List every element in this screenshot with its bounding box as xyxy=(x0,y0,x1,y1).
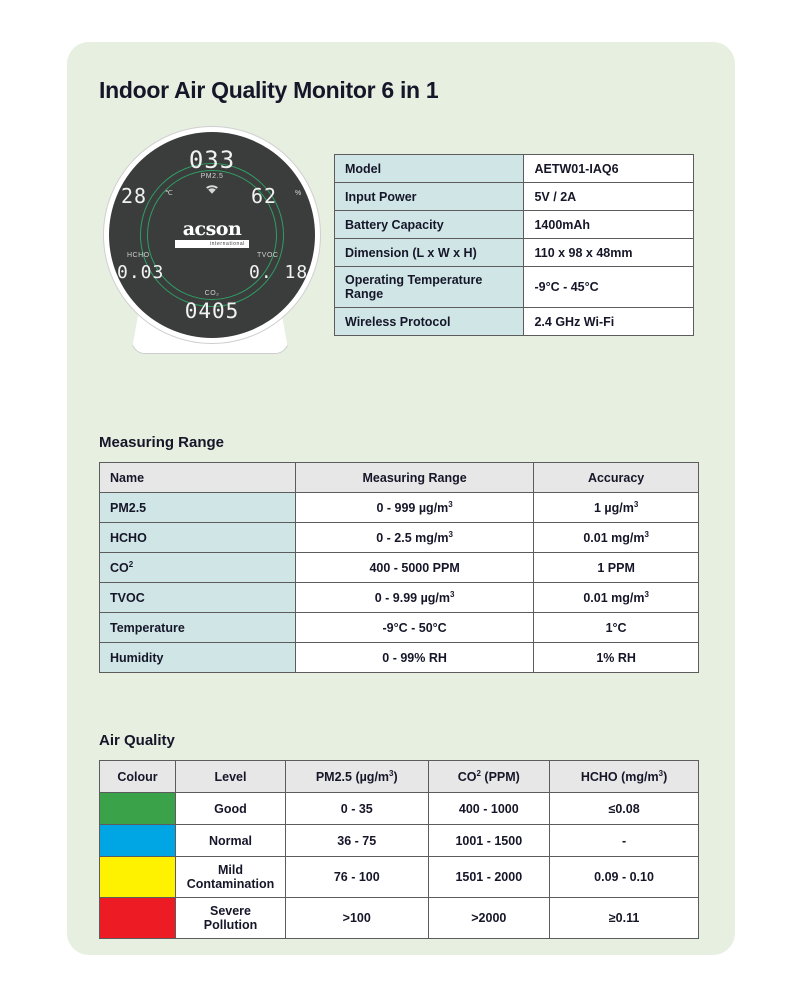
pm25-reading: 033 xyxy=(188,146,236,174)
table-row xyxy=(335,308,694,336)
spec-key: Wireless Protocol xyxy=(335,308,524,336)
colour-swatch xyxy=(100,825,175,856)
colour-swatch-cell xyxy=(100,898,176,939)
cell-co2: 1501 - 2000 xyxy=(428,857,550,898)
table-header-row xyxy=(100,463,699,493)
cell-co2: 400 - 1000 xyxy=(428,793,550,825)
colour-swatch xyxy=(100,857,175,897)
acson-logo-text: acson xyxy=(182,218,242,240)
cell-hcho: 0.09 - 0.10 xyxy=(550,857,699,898)
cell-name: Humidity xyxy=(100,643,296,673)
table-row xyxy=(100,493,699,523)
colour-swatch xyxy=(100,898,175,938)
co2-reading: 0405 xyxy=(184,299,240,323)
table-header-row xyxy=(100,761,699,793)
spec-key: Model xyxy=(335,155,524,183)
wifi-icon xyxy=(205,182,219,193)
table-row xyxy=(100,857,699,898)
cell-range: 0 - 999 $\mu g/m^3$ xyxy=(296,493,534,523)
cell-hcho: ≤0.08 xyxy=(550,793,699,825)
page-title: Indoor Air Quality Monitor 6 in 1 xyxy=(99,77,439,103)
colour-swatch-cell xyxy=(100,825,176,857)
humidity-unit: % xyxy=(295,190,302,197)
cell-co2: 1001 - 1500 xyxy=(428,825,550,857)
product-spec-card xyxy=(67,42,735,955)
cell-pm25: 76 - 100 xyxy=(286,857,429,898)
specification-table xyxy=(334,154,694,336)
cell-accuracy: 1 $\mu g/m^3$ xyxy=(534,493,699,523)
cell-level: Normal xyxy=(176,825,286,857)
column-header: $CO^2$ (PPM) xyxy=(428,761,550,793)
air-quality-head xyxy=(100,761,699,793)
spec-key: Input Power xyxy=(335,183,524,211)
table-row xyxy=(100,825,699,857)
spec-value: -9°C - 45°C xyxy=(524,267,694,308)
cell-name: PM2.5 xyxy=(100,493,296,523)
temperature-reading: 28 xyxy=(121,184,148,208)
hcho-reading-label: HCHO xyxy=(127,252,150,259)
spec-value: 5V / 2A xyxy=(524,183,694,211)
cell-accuracy: 0.01 $mg/m^3$ xyxy=(534,583,699,613)
temperature-unit: ℃ xyxy=(165,190,173,197)
column-header: Accuracy xyxy=(534,463,699,493)
table-row xyxy=(100,793,699,825)
table-row xyxy=(335,183,694,211)
cell-hcho: - xyxy=(550,825,699,857)
device-display-face xyxy=(109,132,315,338)
device-illustration xyxy=(95,124,330,374)
cell-range: 400 - 5000 PPM xyxy=(296,553,534,583)
cell-pm25: >100 xyxy=(286,898,429,939)
table-row xyxy=(100,613,699,643)
table-row xyxy=(100,583,699,613)
tvoc-reading: 0. 18 xyxy=(249,262,309,283)
table-row xyxy=(335,211,694,239)
cell-accuracy: 1°C xyxy=(534,613,699,643)
cell-accuracy: 0.01 $mg/m^3$ xyxy=(534,523,699,553)
pm25-reading-label: PM2.5 xyxy=(200,173,224,180)
column-header: PM2.5 $(\mu g/m^3)$ xyxy=(286,761,429,793)
cell-pm25: 36 - 75 xyxy=(286,825,429,857)
table-row xyxy=(335,267,694,308)
tvoc-reading-label: TVOC xyxy=(257,252,279,259)
air-quality-body xyxy=(100,793,699,939)
cell-name: HCHO xyxy=(100,523,296,553)
cell-level: Good xyxy=(176,793,286,825)
cell-name: Temperature xyxy=(100,613,296,643)
cell-accuracy: 1 PPM xyxy=(534,553,699,583)
cell-range: 0 - 9.99 $\mu g/m^3$ xyxy=(296,583,534,613)
spec-value: 1400mAh xyxy=(524,211,694,239)
spec-key: Operating Temperature Range xyxy=(335,267,524,308)
colour-swatch-cell xyxy=(100,857,176,898)
cell-range: -9°C - 50°C xyxy=(296,613,534,643)
acson-logo xyxy=(162,220,262,248)
cell-hcho: ≥0.11 xyxy=(550,898,699,939)
air-quality-title: Air Quality xyxy=(99,732,175,749)
column-header: HCHO $(mg/m^3)$ xyxy=(550,761,699,793)
spec-value: 2.4 GHz Wi-Fi xyxy=(524,308,694,336)
acson-logo-subtext: international xyxy=(175,240,249,248)
specification-table-body xyxy=(335,155,694,336)
hcho-reading: 0.03 xyxy=(117,262,165,283)
table-row xyxy=(100,553,699,583)
spec-value: 110 x 98 x 48mm xyxy=(524,239,694,267)
measuring-range-table xyxy=(99,462,699,673)
humidity-reading: 62 xyxy=(251,184,278,208)
spec-key: Battery Capacity xyxy=(335,211,524,239)
cell-level: Mild Contamination xyxy=(176,857,286,898)
table-row xyxy=(100,523,699,553)
cell-level: Severe Pollution xyxy=(176,898,286,939)
cell-name: TVOC xyxy=(100,583,296,613)
table-row xyxy=(335,239,694,267)
colour-swatch-cell xyxy=(100,793,176,825)
cell-co2: >2000 xyxy=(428,898,550,939)
table-row xyxy=(100,898,699,939)
table-row xyxy=(335,155,694,183)
column-header: Level xyxy=(176,761,286,793)
spec-key: Dimension (L x W x H) xyxy=(335,239,524,267)
measuring-range-title: Measuring Range xyxy=(99,434,225,451)
spec-value: AETW01-IAQ6 xyxy=(524,155,694,183)
column-header: Measuring Range xyxy=(296,463,534,493)
column-header: Colour xyxy=(100,761,176,793)
cell-range: 0 - 2.5 $mg/m^3$ xyxy=(296,523,534,553)
cell-range: 0 - 99% RH xyxy=(296,643,534,673)
colour-swatch xyxy=(100,793,175,824)
cell-accuracy: 1% RH xyxy=(534,643,699,673)
measuring-range-body xyxy=(100,493,699,673)
column-header: Name xyxy=(100,463,296,493)
air-quality-table xyxy=(99,760,699,939)
cell-name: $CO^2$ xyxy=(100,553,296,583)
measuring-range-head xyxy=(100,463,699,493)
table-row xyxy=(100,643,699,673)
co2-reading-label: CO₂ xyxy=(204,290,220,297)
cell-pm25: 0 - 35 xyxy=(286,793,429,825)
